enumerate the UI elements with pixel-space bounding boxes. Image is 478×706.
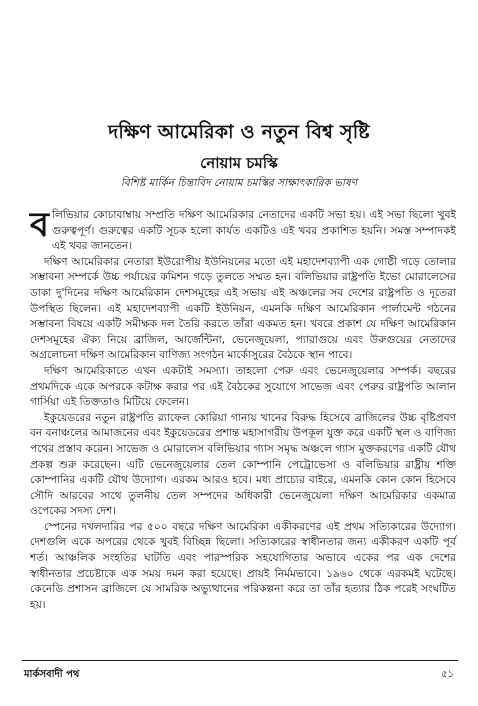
- article-author: নোয়াম চমস্কি: [200, 154, 278, 172]
- footer-divider: [22, 660, 458, 661]
- article-subtitle: বিশিষ্ট মার্কিন চিন্তাবিদ নোয়াম চমস্কির সাক্ষাৎকারিক ভাষণ: [120, 177, 358, 189]
- paragraph-text: লিভিয়ার কোচাবাম্বায় সম্প্রতি দক্ষিণ আমেরিকার নেতাদের একটি সভা হয়। এই সভা ছিলো খুবই গুরুত্বপূর্ণ। গুরুত্বের একটি সূচক হলো কার্যত একটিও এই খবর প্রকাশিত হয়নি। সমস্ত সম্পাদকই এই খবর জানতেন।: [51, 209, 456, 253]
- article-title: দক্ষিণ আমেরিকা ও নতুন বিশ্ব সৃষ্টি: [108, 121, 370, 143]
- paragraph-2: দক্ষিণ আমেরিকার নেতারা ইউরোপীয় ইউনিয়নের মতো এই মহাদেশব্যাপী এক গোষ্ঠী গড়ে তোলার সম্ভাবনা সম্পর্কে উচ্চ পর্যায়ের কমিশন গড়ে তুলতে সম্মত হন। বলিভিয়ার রাষ্ট্রপতি ইভো মোরালেসের ডাকা দু'দিনের দক্ষিণ আমেরিকান দেশসমূহের এই সভায় এই অঞ্চলের সব দেশের রাষ্ট্রপতি ও দূতেরা উপস্থিত ছিলেন। এই মহাদেশব্যাপী একটি ইউনিয়ন, এমনকি দক্ষিণ আমেরিকান পার্লামেন্ট গঠনের সম্ভাবনা বিষয়ে একটি সমীক্ষক দল তৈরি করতে তাঁরা একমত হন। খবরে প্রকাশ যে দক্ষিণ আমেরিকান দেশসমূহের ঐক্য নিয়ে ব্রাজিল, আর্জেন্টিনা, ভেনেজুয়েলা, প্যারাগুয়ে এবং উরুগুয়ের নেতাদের অগ্রলোচনা দক্ষিণ আমেরিকান বাণিজ্য সংগঠন মার্কোসুরের বৈঠকে স্থান পাবে।: [30, 255, 456, 362]
- paragraph-3: দক্ষিণ আমেরিকাতে এখন একটাই সমস্যা। তাহলো পেরু এবং ভেনেজুয়েলার সম্পর্ক। বছরের প্রথমদিকে একে অপরকে কটাক্ষ করার পর এই বৈঠকের সুযোগে সাভেজ এবং পেরুর রাষ্ট্রপতি আলান গার্সিয়া এই তিক্ততাও মিটিয়ে ফেলেন।: [30, 364, 456, 409]
- paragraph-5: স্পেনের দখলদারির পর ৫০০ বছরে দক্ষিণ আমেরিকা একীকরণের এই প্রথম সত্যিকারের উদ্যোগ। দেশগুলি একে অপরের থেকে খুবই বিচ্ছিন্ন ছিলো। সত্যিকারের স্বাধীনতার জন্য একীকরণ একটি পূর্ব শর্ত। আঞ্চলিক সংহতির ঘাটতি এবং পারস্পরিক সহযোগিতার অভাবে একের পর এক দেশের স্বাধীনতার প্রচেষ্টাকে এক সময় দমন করা হয়েছে। প্রায়ই নির্মমভাবে। ১৯৬০ থেকে এরকমই ঘটেছে। কেনেডি প্রশাসন ব্রাজিলে যে সামরিক অভ্যুত্থানের পরিকল্পনা করে তা তাঁর হত্যার ঠিক পরেই সংঘটিত হয়।: [30, 520, 456, 611]
- page-number: ৫১: [441, 669, 454, 680]
- drop-cap: ব: [30, 205, 49, 245]
- paragraph-1: [30, 205, 456, 255]
- article-body: [30, 205, 456, 613]
- paragraph-4: ইকুয়েডরের নতুন রাষ্ট্রপতি র‍্যাফেল কোরিয়া গানায় খানের বিরুদ্ধ হিসেবে ব্রাজিলের উচ্চ বৃষ্টিপ্রবণ বন বনাঞ্চলের আমাজনের এবং ইকুয়েডরের প্রশান্ত মহাসাগরীয় উপকূল যুক্ত করে একটি স্থল ও বাণিজ্য পথের প্রস্তাব করেন। সাভেজ ও মোরালেস বলিভিয়ার গ্যাস সমৃদ্ধ অঞ্চলে গ্যাস মুক্তকরণের একটি যৌথ প্রকল্প শুরু করেছেন। এটি ভেনেজুয়েলার তেল কোম্পানি পেট্রোভেসা ও বলিভিয়ার রাষ্ট্রীয় শক্তি কোম্পানির একটি যৌথ উদ্যোগ। এরকম আরও হবে। মধ্য প্রাচ্যের বাইরে, এমনকি কোন কোন হিসেবে সৌদি আরবের সাথে তুলনীয় তেল সম্পদের অধিকারী ভেনেজুয়েলা দক্ষিণ আমেরিকার একমাত্র ওপেকের সদস্য দেশ।: [30, 411, 456, 518]
- journal-name: মার্কসবাদী পথ: [24, 669, 80, 680]
